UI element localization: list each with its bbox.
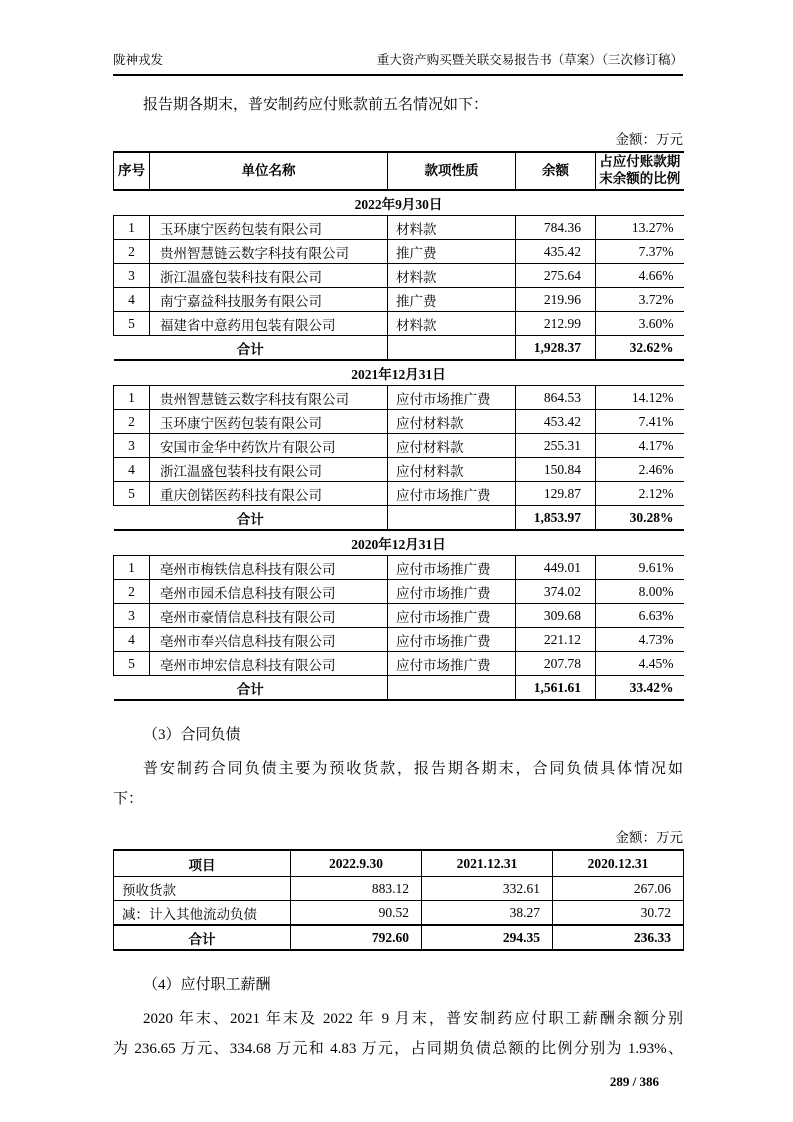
cell-seq: 3 [114, 604, 150, 628]
cell-balance: 150.84 [516, 458, 596, 482]
cell-seq: 4 [114, 288, 150, 312]
cell-seq: 4 [114, 628, 150, 652]
col-header-2020: 2020.12.31 [553, 850, 684, 877]
section-date-row [114, 530, 684, 556]
table-row [114, 264, 684, 288]
cell-company: 亳州市奉兴信息科技有限公司 [150, 628, 388, 652]
total-label: 合计 [114, 506, 388, 531]
total-label: 合计 [114, 925, 291, 950]
cell-value: 883.12 [291, 877, 422, 901]
cell-company: 玉环康宁医药包装有限公司 [150, 410, 388, 434]
cell-nature: 推广费 [388, 240, 516, 264]
cell-balance: 453.42 [516, 410, 596, 434]
cell-company: 亳州市坤宏信息科技有限公司 [150, 652, 388, 676]
cell-ratio: 7.37% [596, 240, 684, 264]
col-header-nature: 款项性质 [388, 152, 516, 190]
cell-value: 90.52 [291, 901, 422, 926]
cell-company: 浙江温盛包装科技有限公司 [150, 264, 388, 288]
cell-seq: 5 [114, 312, 150, 336]
cell-value: 332.61 [422, 877, 553, 901]
table-row [114, 458, 684, 482]
cell-ratio: 4.66% [596, 264, 684, 288]
table-row [114, 604, 684, 628]
intro-paragraph: 报告期各期末，普安制药应付账款前五名情况如下： [143, 97, 489, 113]
cell-balance: 309.68 [516, 604, 596, 628]
col-header-item: 项目 [114, 850, 291, 877]
table-row [114, 628, 684, 652]
total-ratio: 32.62% [596, 336, 684, 361]
table-row [114, 652, 684, 676]
section-heading-employee-comp: （4）应付职工薪酬 [143, 977, 271, 993]
cell-value: 30.72 [553, 901, 684, 926]
cell-seq: 1 [114, 216, 150, 240]
cell-balance: 784.36 [516, 216, 596, 240]
cell-balance: 221.12 [516, 628, 596, 652]
employee-comp-line1: 2020 年末、2021 年末及 2022 年 9 月末，普安制药应付职工薪酬余额分别 [143, 1011, 683, 1027]
cell-company: 亳州市豪情信息科技有限公司 [150, 604, 388, 628]
cell-nature: 应付市场推广费 [388, 628, 516, 652]
total-empty-cell [388, 336, 516, 361]
cell-seq: 2 [114, 240, 150, 264]
table-row [114, 386, 684, 410]
contract-paragraph-line1: 普安制药合同负债主要为预收货款，报告期各期末，合同负债具体情况如 [143, 761, 683, 777]
table-row [114, 877, 684, 901]
col-header-2021: 2021.12.31 [422, 850, 553, 877]
col-header-seq: 序号 [114, 152, 150, 190]
table-row [114, 580, 684, 604]
cell-ratio: 3.72% [596, 288, 684, 312]
cell-company: 福建省中意药用包装有限公司 [150, 312, 388, 336]
cell-company: 贵州智慧链云数字科技有限公司 [150, 386, 388, 410]
cell-ratio: 2.46% [596, 458, 684, 482]
table-row [114, 482, 684, 506]
cell-company: 玉环康宁医药包装有限公司 [150, 216, 388, 240]
cell-ratio: 7.41% [596, 410, 684, 434]
cell-ratio: 2.12% [596, 482, 684, 506]
cell-nature: 材料款 [388, 312, 516, 336]
cell-nature: 材料款 [388, 264, 516, 288]
cell-balance: 219.96 [516, 288, 596, 312]
running-header [113, 0, 683, 76]
total-label: 合计 [114, 336, 388, 361]
section-heading-contract-liabilities: （3）合同负债 [143, 727, 241, 743]
cell-nature: 应付市场推广费 [388, 386, 516, 410]
table-row [114, 410, 684, 434]
total-ratio: 30.28% [596, 506, 684, 531]
cell-nature: 应付材料款 [388, 434, 516, 458]
employee-comp-line2: 为 236.65 万元、334.68 万元和 4.83 万元，占同期负债总额的比例分别为 1.93%、 [113, 1041, 683, 1057]
section-date: 2021年12月31日 [114, 360, 684, 386]
header-report-title: 重大资产购买暨关联交易报告书（草案）（三次修订稿） [376, 53, 683, 67]
cell-value: 38.27 [422, 901, 553, 926]
cell-company: 亳州市梅铁信息科技有限公司 [150, 556, 388, 580]
cell-nature: 应付材料款 [388, 410, 516, 434]
cell-nature: 应付市场推广费 [388, 652, 516, 676]
cell-nature: 应付市场推广费 [388, 556, 516, 580]
cell-seq: 3 [114, 264, 150, 288]
cell-balance: 374.02 [516, 580, 596, 604]
cell-seq: 5 [114, 652, 150, 676]
total-balance: 1,561.61 [516, 676, 596, 701]
cell-ratio: 8.00% [596, 580, 684, 604]
cell-seq: 3 [114, 434, 150, 458]
page-number: 289 / 386 [609, 1074, 659, 1089]
cell-seq: 1 [114, 386, 150, 410]
cell-seq: 4 [114, 458, 150, 482]
cell-ratio: 14.12% [596, 386, 684, 410]
amount-unit-note-1: 金额：万元 [615, 132, 683, 147]
total-row [114, 506, 684, 531]
cell-nature: 推广费 [388, 288, 516, 312]
cell-ratio: 6.63% [596, 604, 684, 628]
section-date: 2020年12月31日 [114, 530, 684, 556]
cell-ratio: 4.17% [596, 434, 684, 458]
section-date-row [114, 190, 684, 216]
payables-top5-table [113, 151, 684, 701]
header-company-name: 陇神戎发 [113, 53, 164, 67]
cell-seq: 5 [114, 482, 150, 506]
total-value: 792.60 [291, 925, 422, 950]
col-header-balance: 余额 [516, 152, 596, 190]
total-value: 294.35 [422, 925, 553, 950]
cell-item: 减：计入其他流动负债 [114, 901, 291, 926]
contract-liabilities-table [113, 849, 684, 951]
col-header-company: 单位名称 [150, 152, 388, 190]
cell-balance: 435.42 [516, 240, 596, 264]
amount-unit-note-2: 金额：万元 [615, 830, 683, 845]
total-label: 合计 [114, 676, 388, 701]
table-row [114, 312, 684, 336]
table-row [114, 901, 684, 926]
col-header-2022: 2022.9.30 [291, 850, 422, 877]
table-row [114, 434, 684, 458]
cell-balance: 207.78 [516, 652, 596, 676]
table-row [114, 556, 684, 580]
cell-balance: 449.01 [516, 556, 596, 580]
cell-company: 南宁嘉益科技服务有限公司 [150, 288, 388, 312]
cell-ratio: 9.61% [596, 556, 684, 580]
contract-paragraph-line2: 下： [113, 791, 144, 807]
cell-nature: 应付材料款 [388, 458, 516, 482]
total-row [114, 925, 684, 950]
total-empty-cell [388, 506, 516, 531]
cell-value: 267.06 [553, 877, 684, 901]
cell-company: 浙江温盛包装科技有限公司 [150, 458, 388, 482]
payables-table-body [114, 190, 684, 700]
cell-seq: 2 [114, 580, 150, 604]
cell-ratio: 4.73% [596, 628, 684, 652]
cell-nature: 应付市场推广费 [388, 604, 516, 628]
cell-nature: 应付市场推广费 [388, 482, 516, 506]
total-empty-cell [388, 676, 516, 701]
total-balance: 1,928.37 [516, 336, 596, 361]
total-row [114, 336, 684, 361]
cell-company: 贵州智慧链云数字科技有限公司 [150, 240, 388, 264]
cell-seq: 2 [114, 410, 150, 434]
cell-ratio: 4.45% [596, 652, 684, 676]
cell-balance: 255.31 [516, 434, 596, 458]
section-date-row [114, 360, 684, 386]
cell-balance: 275.64 [516, 264, 596, 288]
total-value: 236.33 [553, 925, 684, 950]
contract-table-body [114, 877, 684, 951]
total-row [114, 676, 684, 701]
cell-ratio: 3.60% [596, 312, 684, 336]
total-ratio: 33.42% [596, 676, 684, 701]
cell-nature: 材料款 [388, 216, 516, 240]
cell-balance: 212.99 [516, 312, 596, 336]
cell-balance: 864.53 [516, 386, 596, 410]
cell-nature: 应付市场推广费 [388, 580, 516, 604]
col-header-ratio: 占应付账款期末余额的比例 [596, 152, 684, 190]
table-row [114, 288, 684, 312]
payables-header-row [114, 152, 684, 190]
section-date: 2022年9月30日 [114, 190, 684, 216]
cell-seq: 1 [114, 556, 150, 580]
table-row [114, 240, 684, 264]
contract-header-row [114, 850, 684, 877]
cell-company: 安国市金华中药饮片有限公司 [150, 434, 388, 458]
cell-company: 亳州市园禾信息科技有限公司 [150, 580, 388, 604]
total-balance: 1,853.97 [516, 506, 596, 531]
table-row [114, 216, 684, 240]
cell-balance: 129.87 [516, 482, 596, 506]
cell-item: 预收货款 [114, 877, 291, 901]
cell-ratio: 13.27% [596, 216, 684, 240]
cell-company: 重庆创锘医药科技有限公司 [150, 482, 388, 506]
